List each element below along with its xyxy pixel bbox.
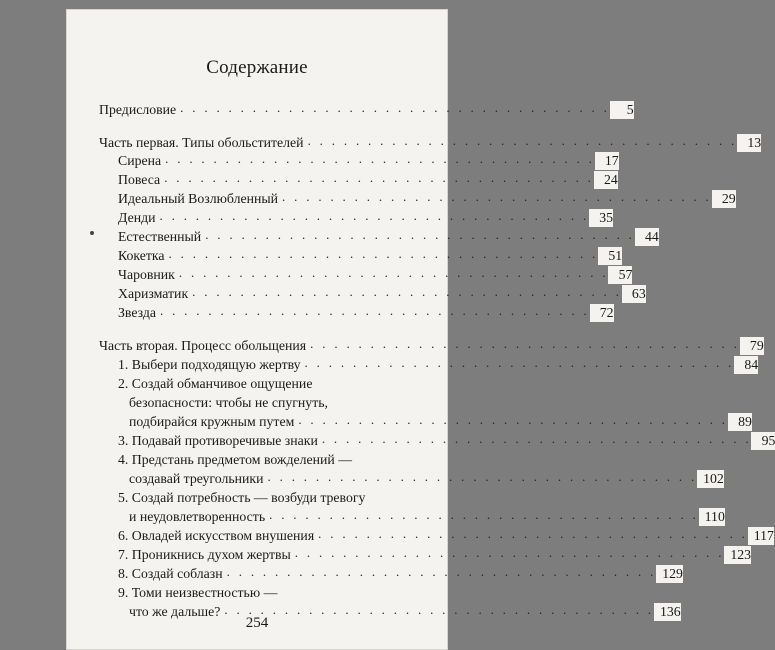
toc-entry-step-5-line-1 <box>118 489 419 507</box>
leader-dots: . . . . . . . . . . . . . . . . . . . . . . . . . . . . . . . . . . . . <box>267 469 698 484</box>
toc-entry-siren <box>118 151 619 170</box>
toc-entry-page: 13 <box>737 134 761 152</box>
leader-dots: . . . . . . . . . . . . . . . . . . . . . . . . . . . . . . . . . . . . <box>159 303 590 318</box>
leader-dots: . . . . . . . . . . . . . . . . . . . . . . . . . . . . . . . . . . . . <box>298 412 728 427</box>
toc-entry-step-7 <box>118 545 752 564</box>
leader-dots: . . . . . . . . . . . . . . . . . . . . . . . . . . . . . . . . . . . . <box>282 189 712 204</box>
leader-dots: . . . . . . . . . . . . . . . . . . . . . . . . . . . . . . . . . . . . <box>310 336 740 351</box>
toc-entry-label: 9. Томи неизвестностью — <box>118 584 281 602</box>
toc-entry-label: Денди <box>118 209 160 227</box>
toc-entry-label: Часть первая. Типы обольстителей <box>99 134 308 152</box>
leader-dots: . . . . . . . . . . . . . . . . . . . . . . . . . . . . . . . . . . . . <box>226 564 657 579</box>
toc-entry-step-1 <box>118 355 759 374</box>
leader-dots: . . . . . . . . . . . . . . . . . . . . . . . . . . . . . . . . . . . . <box>304 355 735 370</box>
contents-title: Содержание <box>206 57 308 78</box>
toc-entry-page: 102 <box>697 470 724 488</box>
page-number: 254 <box>245 615 269 631</box>
toc-entry-label: 1. Выбери подходящую жертву <box>118 356 305 374</box>
leader-dots: . . . . . . . . . . . . . . . . . . . . . . . . . . . . . . . . . . . . <box>159 208 590 223</box>
toc-entry-charmer <box>118 265 633 284</box>
toc-entry-label: Кокетка <box>118 247 169 265</box>
toc-entry-label: подбирайся кружным путем <box>129 413 298 431</box>
leader-dots: . . . . . . . . . . . . . . . . . . . . . . . . . . . . . . . . . . . . <box>205 227 635 242</box>
toc-entry-page: 5 <box>610 101 634 119</box>
leader-dots: . . . . . . . . . . . . . . . . . . . . . . . . . . . . . . . . . . . . <box>165 151 595 166</box>
toc-entry-coquette <box>118 246 623 265</box>
toc-entry-label: создавай треугольники <box>129 470 268 488</box>
toc-entry-step-6 <box>118 526 774 545</box>
toc-entry-label: 7. Проникнись духом жертвы <box>118 546 295 564</box>
leader-dots: . . . . . . . . . . . . . . . . . . . . . . . . . . . . . . . . . . . . <box>321 431 752 446</box>
toc-entry-page: 129 <box>656 565 683 583</box>
toc-entry-step-4-line-2 <box>129 469 724 488</box>
leader-dots: . . . . . . . . . . . . . . . . . . . . . . . . . . . . . . . . . . . . <box>294 545 725 560</box>
toc-entry-page: 17 <box>595 152 619 170</box>
leader-dots: . . . . . . . . . . . . . . . . . . . . . . . . . . . . . . . . . . . . <box>192 284 622 299</box>
toc-entry-preface <box>99 100 634 119</box>
toc-entry-page: 24 <box>594 171 618 189</box>
toc-entry-page: 136 <box>654 603 681 621</box>
toc-entry-label: безопасности: чтобы не спугнуть, <box>129 394 332 412</box>
toc-entry-step-3 <box>118 431 775 450</box>
toc-entry-natural <box>118 227 659 246</box>
toc-entry-step-2-line-2 <box>129 394 419 412</box>
toc-entry-page: 79 <box>740 337 764 355</box>
leader-dots: . . . . . . . . . . . . . . . . . . . . . . . . . . . . . . . . . . . . <box>180 100 610 115</box>
toc-entry-label: и неудовлетворенность <box>129 508 269 526</box>
leader-dots: . . . . . . . . . . . . . . . . . . . . . . . . . . . . . . . . . . . . <box>164 170 594 185</box>
toc-entry-rake <box>118 170 618 189</box>
toc-entry-step-9-line-1 <box>118 584 419 602</box>
toc-entry-step-5-line-2 <box>129 507 725 526</box>
leader-dots: . . . . . . . . . . . . . . . . . . . . . . . . . . . . . . . . . . . . <box>269 507 699 522</box>
toc-entry-step-4-line-1 <box>118 451 419 469</box>
toc-entry-step-2-line-3 <box>129 412 752 431</box>
toc-entry-part-two <box>99 336 764 355</box>
toc-entry-label: Часть вторая. Процесс обольщения <box>99 337 310 355</box>
toc-entry-page: 89 <box>728 413 752 431</box>
toc-entry-label: Повеса <box>118 171 164 189</box>
leader-dots: . . . . . . . . . . . . . . . . . . . . . . . . . . . . . . . . . . . . <box>307 133 738 148</box>
toc-entry-star <box>118 303 614 322</box>
toc-entry-page: 72 <box>590 304 614 322</box>
leader-dots: . . . . . . . . . . . . . . . . . . . . . . . . . . . . . . . . . . . . <box>318 526 748 541</box>
toc-entry-page: 110 <box>699 508 725 526</box>
toc-entry-page: 63 <box>622 285 646 303</box>
toc-entry-page: 117 <box>748 527 774 545</box>
toc-entry-step-2-line-1 <box>118 375 419 393</box>
toc-entry-ideal-lover <box>118 189 736 208</box>
toc-entry-step-8 <box>118 564 683 583</box>
toc-entry-label: 3. Подавай противоречивые знаки <box>118 432 322 450</box>
toc-entry-page: 35 <box>589 209 613 227</box>
toc-entry-page: 84 <box>734 356 758 374</box>
toc-entry-page: 95 <box>751 432 775 450</box>
toc-entry-label: 2. Создай обманчивое ощущение <box>118 375 316 393</box>
toc-entry-label: Звезда <box>118 304 160 322</box>
toc-entry-label: Естественный <box>118 228 205 246</box>
toc-entry-page: 44 <box>635 228 659 246</box>
toc-entry-label: Идеальный Возлюбленный <box>118 190 282 208</box>
toc-entry-label: что же дальше? <box>129 603 224 621</box>
toc-entry-page: 123 <box>724 546 751 564</box>
margin-dot-mark <box>90 231 94 235</box>
toc-entry-label: 5. Создай потребность — возбуди тревогу <box>118 489 369 507</box>
toc-entry-label: Предисловие <box>99 101 180 119</box>
toc-entry-dandy <box>118 208 614 227</box>
leader-dots: . . . . . . . . . . . . . . . . . . . . . . . . . . . . . . . . . . . . <box>178 265 609 280</box>
toc-entry-page: 29 <box>712 190 736 208</box>
toc-entry-page: 51 <box>598 247 622 265</box>
toc-entry-label: Харизматик <box>118 285 192 303</box>
toc-entry-label: Чаровник <box>118 266 179 284</box>
toc-entry-label: Сирена <box>118 152 165 170</box>
leader-dots: . . . . . . . . . . . . . . . . . . . . . . . . . . . . . . . . . . . . <box>168 246 599 261</box>
toc-entry-charismatic <box>118 284 646 303</box>
toc-entry-label: 6. Овладей искусством внушения <box>118 527 318 545</box>
leader-dots: . . . . . . . . . . . . . . . . . . . . . . . . . . . . . . . . . . . . <box>224 602 654 617</box>
toc-entry-page: 57 <box>608 266 632 284</box>
toc-entry-label: 8. Создай соблазн <box>118 565 227 583</box>
toc-entry-label: 4. Предстань предметом вожделений — <box>118 451 356 469</box>
book-page <box>66 9 775 650</box>
